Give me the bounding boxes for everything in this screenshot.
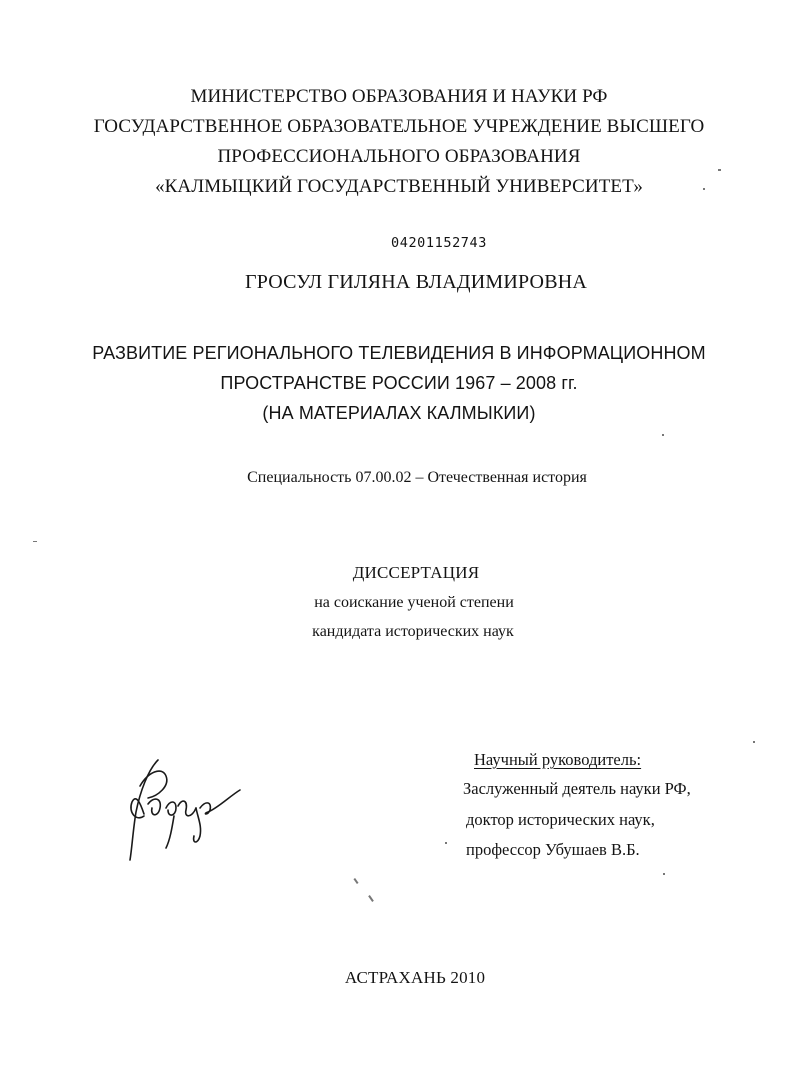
scan-speck [33,541,37,542]
institution-line-2: ПРОФЕССИОНАЛЬНОГО ОБРАЗОВАНИЯ [217,146,581,167]
scan-speck [662,434,664,436]
author-signature [118,752,248,867]
scan-speck [663,873,665,875]
institution-line: ГОСУДАРСТВЕННОЕ ОБРАЗОВАТЕЛЬНОЕ УЧРЕЖДЕНИЕ ВЫСШЕГО [93,116,705,137]
supervisor-degree: доктор исторических наук, [466,810,655,829]
scan-speck [718,169,721,171]
degree-line-1: на соискание ученой степени [314,594,514,611]
supervisor-heading: Научный руководитель: [474,750,642,769]
specialty: Специальность 07.00.02 – Отечественная история [247,469,587,486]
city-year: АСТРАХАНЬ 2010 [344,968,486,987]
scan-speck [368,895,374,902]
catalog-code: 04201152743 [390,235,487,251]
document-type: ДИССЕРТАЦИЯ [352,563,480,582]
supervisor-rank: профессор Убушаев В.Б. [466,840,640,859]
degree-line-2: кандидата исторических наук [312,623,514,640]
scan-speck [445,842,447,844]
thesis-title-line-3: (НА МАТЕРИАЛАХ КАЛМЫКИИ) [262,403,536,423]
thesis-title-line-2: ПРОСТРАНСТВЕ РОССИИ 1967 – 2008 гг. [220,373,578,393]
scan-speck [703,188,705,190]
ministry-line: МИНИСТЕРСТВО ОБРАЗОВАНИЯ И НАУКИ РФ [190,86,608,107]
author-name: ГРОСУЛ ГИЛЯНА ВЛАДИМИРОВНА [244,271,588,293]
scan-speck [753,741,755,743]
scan-speck [353,878,358,884]
university-name: «КАЛМЫЦКИЙ ГОСУДАРСТВЕННЫЙ УНИВЕРСИТЕТ» [155,176,643,197]
thesis-title-line-1: РАЗВИТИЕ РЕГИОНАЛЬНОГО ТЕЛЕВИДЕНИЯ В ИНФОРМАЦИОННОМ [92,343,706,363]
supervisor-title: Заслуженный деятель науки РФ, [463,779,691,798]
